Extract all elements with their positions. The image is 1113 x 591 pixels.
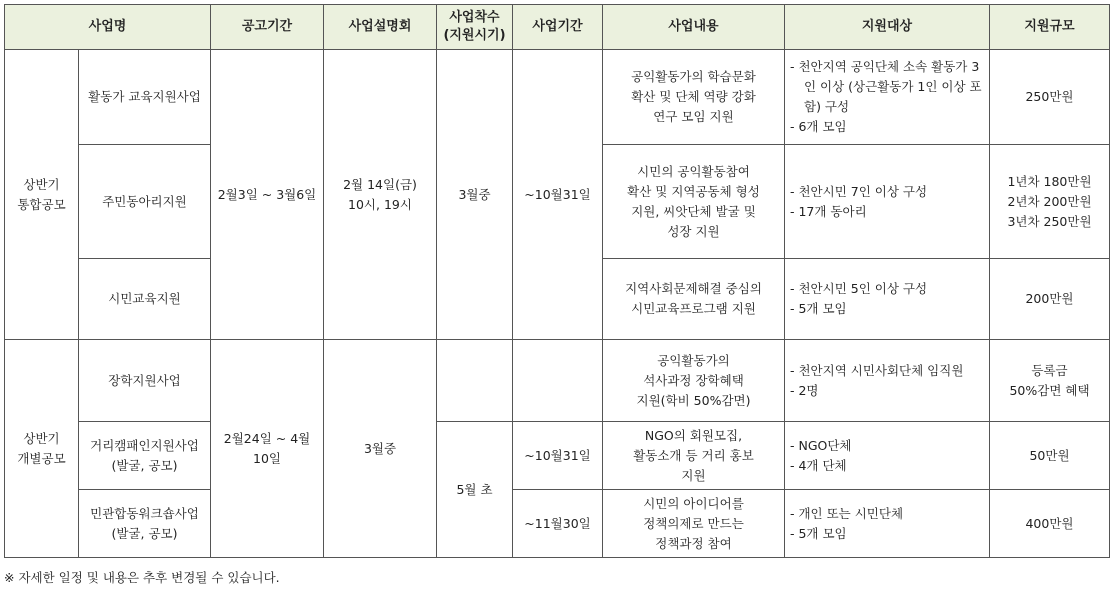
target-line: - 17개 동아리 (790, 203, 867, 219)
target-line: - 4개 단체 (790, 457, 847, 473)
start-time: 3월중 (437, 50, 513, 340)
support-target (785, 490, 990, 558)
program-name: 시민교육지원 (79, 259, 211, 340)
support-scale: 1년차 180만원 2년차 200만원 3년차 250만원 (990, 145, 1110, 259)
target-line: - 천안지역 공익단체 소속 활동가 3인 이상 (상근활동가 1인 이상 포함) 구성 (790, 59, 982, 114)
target-line: - 천안시민 7인 이상 구성 (790, 183, 928, 199)
support-target (785, 422, 990, 490)
header-start (437, 5, 513, 50)
project-period: ~10월31일 (513, 422, 603, 490)
support-target (785, 145, 990, 259)
header-briefing: 사업설명회 (324, 5, 437, 50)
header-notice-period: 공고기간 (211, 5, 324, 50)
group-label: 상반기 개별공모 (5, 340, 79, 558)
program-name: 활동가 교육지원사업 (79, 50, 211, 145)
program-name: 거리캠패인지원사업 (발굴, 공모) (79, 422, 211, 490)
start-time: 5월 초 (437, 422, 513, 558)
table-row (5, 340, 1110, 422)
target-line: - 천안시민 5인 이상 구성 (790, 281, 928, 296)
target-line: - 2명 (790, 382, 819, 398)
group-label: 상반기 통합공모 (5, 50, 79, 340)
support-scale: 등록금 50%감면 혜택 (990, 340, 1110, 422)
support-scale: 400만원 (990, 490, 1110, 558)
program-content: 시민의 아이디어를 정책의제로 만드는 정책과정 참여 (603, 490, 785, 558)
header-content: 사업내용 (603, 5, 785, 50)
header-start-line1: 사업착수 (449, 10, 500, 26)
header-program-name: 사업명 (5, 5, 211, 50)
start-time-empty (437, 340, 513, 422)
program-content: 공익활동가의 학습문화 확산 및 단체 역량 강화 연구 모임 지원 (603, 50, 785, 145)
target-line: - NGO단체 (790, 437, 852, 453)
table-row (5, 490, 1110, 558)
program-content: 시민의 공익활동참여 확산 및 지역공동체 형성 지원, 씨앗단체 발굴 및 성장 지원 (603, 145, 785, 259)
header-scale: 지원규모 (990, 5, 1110, 50)
program-content: 지역사회문제해결 중심의 시민교육프로그램 지원 (603, 259, 785, 340)
target-line: - 천안지역 시민사회단체 임직원 (790, 362, 964, 378)
support-scale: 250만원 (990, 50, 1110, 145)
program-content: NGO의 회원모집, 활동소개 등 거리 홍보 지원 (603, 422, 785, 490)
table-row (5, 50, 1110, 145)
target-line: - 5개 모임 (790, 525, 847, 541)
project-period: ~11월30일 (513, 490, 603, 558)
footnote: ※ 자세한 일정 및 내용은 추후 변경될 수 있습니다. (4, 570, 280, 585)
support-scale: 200만원 (990, 259, 1110, 340)
program-schedule-table (4, 4, 1110, 558)
support-target (785, 50, 990, 145)
notice-period: 2월3일 ~ 3월6일 (211, 50, 324, 340)
support-target (785, 259, 990, 340)
program-name: 주민동아리지원 (79, 145, 211, 259)
header-row (5, 5, 1110, 50)
target-line: - 5개 모임 (790, 301, 847, 316)
project-period (513, 340, 603, 422)
header-start-line2: (지원시기) (443, 28, 506, 43)
program-name: 장학지원사업 (79, 340, 211, 422)
support-scale: 50만원 (990, 422, 1110, 490)
program-name: 민관합동워크숍사업 (발굴, 공모) (79, 490, 211, 558)
notice-period: 2월24일 ~ 4월10일 (211, 340, 324, 558)
briefing: 2월 14일(금) 10시, 19시 (324, 50, 437, 340)
table-row (5, 422, 1110, 490)
support-target (785, 340, 990, 422)
project-period: ~10월31일 (513, 50, 603, 340)
briefing: 3월중 (324, 340, 437, 558)
target-line: - 개인 또는 시민단체 (790, 505, 904, 521)
program-content: 공익활동가의 석사과정 장학혜택 지원(학비 50%감면) (603, 340, 785, 422)
header-target: 지원대상 (785, 5, 990, 50)
target-line: - 6개 모임 (790, 119, 847, 134)
header-project-period: 사업기간 (513, 5, 603, 50)
